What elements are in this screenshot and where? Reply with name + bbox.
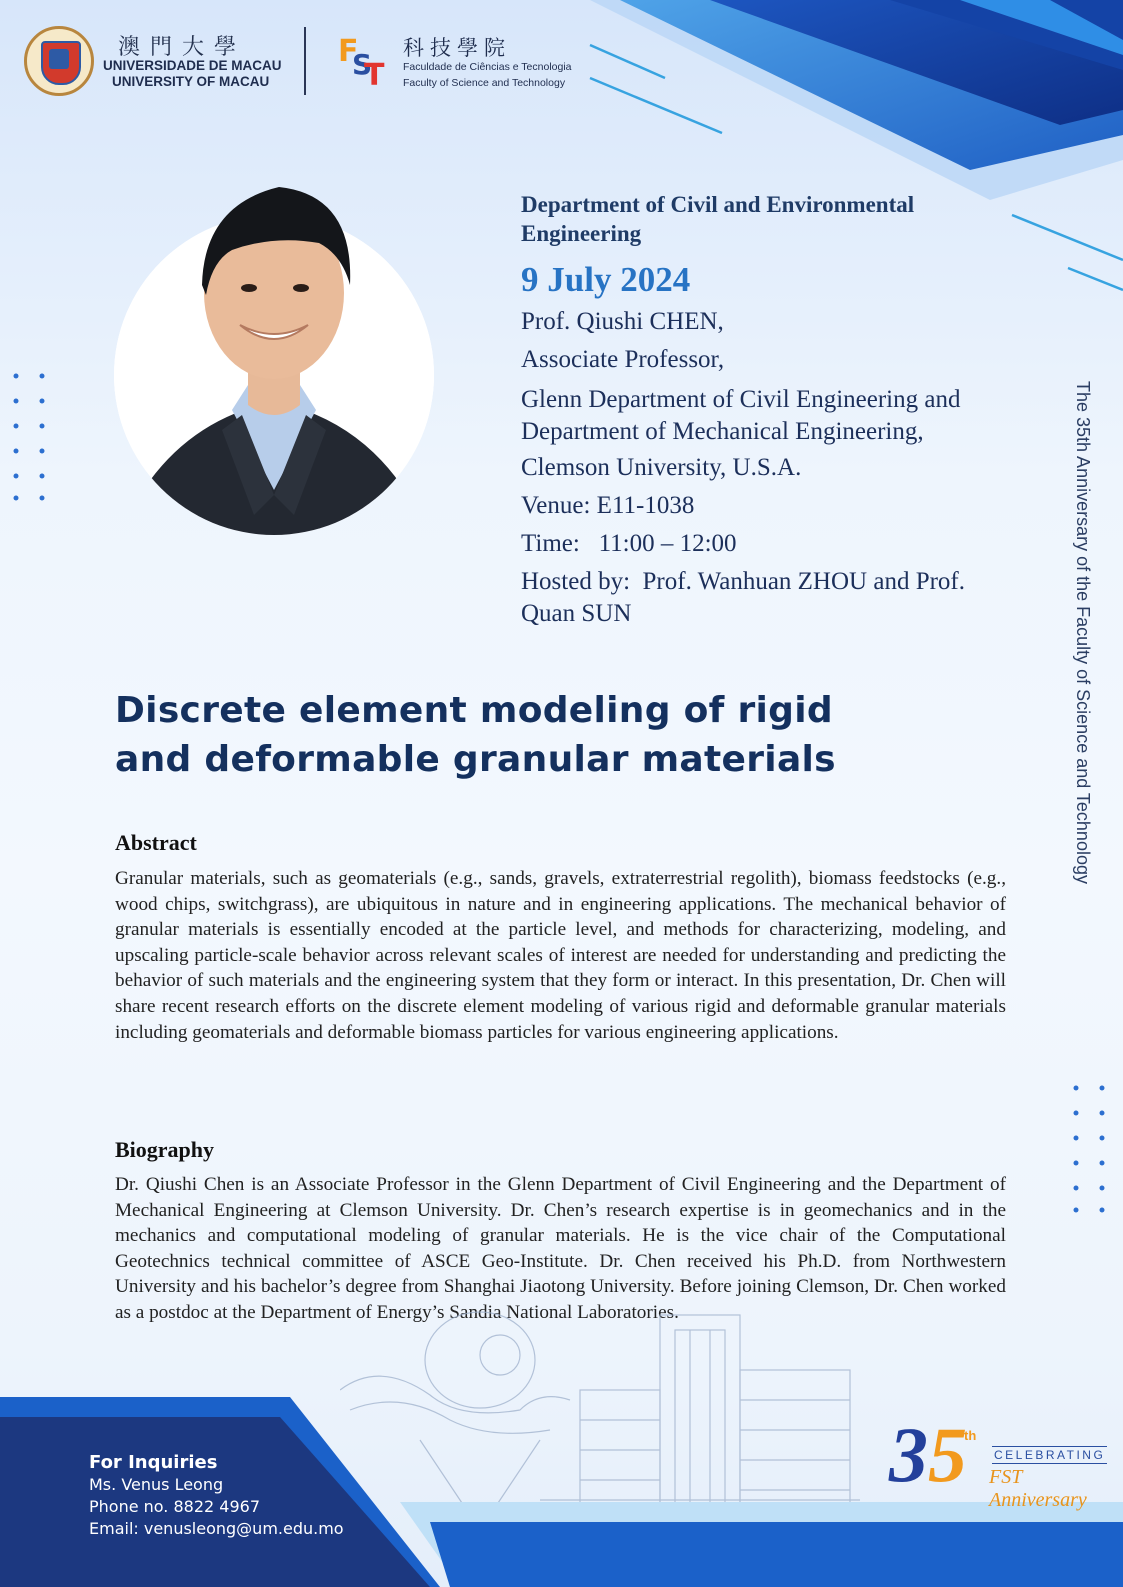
speaker-position: Associate Professor, xyxy=(521,346,725,373)
right-dot-grid xyxy=(1070,1082,1110,1217)
anniversary-celebrating: CELEBRATING xyxy=(994,1448,1106,1462)
contact-phone: Phone no. 8822 4967 xyxy=(89,1497,260,1516)
anniversary-number-5: 5 xyxy=(928,1411,967,1498)
left-dot-grid xyxy=(10,370,50,505)
speaker-photo xyxy=(114,215,434,535)
um-name-english: UNIVERSITY OF MACAU xyxy=(112,74,270,89)
anniversary-suffix: th xyxy=(964,1428,977,1443)
biography-text: Dr. Qiushi Chen is an Associate Professor in the Glenn Department of Civil Engineering and the Department of Mechanical Engineering at Clemson University. Dr. Chen’s research expertise is in geomechanics and in the mechanics and computational modeling of granular materials. He is the vice chair of the Computational Geotechnics technical committee of ASCE Geo-Institute. Dr. Chen received his Ph.D. from Northwestern University and his bachelor’s degree from Shanghai Jiaotong University. Before joining Clemson, Dr. Chen worked as a postdoc at the Department of Energy’s Sandia National Laboratories. xyxy=(115,1174,1006,1323)
time: Time: 11:00 – 12:00 xyxy=(521,530,737,557)
department-name: Department of Civil and Environmental Engineering xyxy=(521,192,915,246)
abstract-text: Granular materials, such as geomaterials (e.g., sands, gravels, extraterrestrial regolith), biomass feedstocks (e.g., wood chips, switchgrass), are ubiquitous in nature and in engineering applications. The mechanical behavior of granular materials is essentially encoded at the particle level, and methods for characterizing, modeling, and upscaling particle-scale behavior across relevant scales of interest are needed for understanding and predicting the behavior of such materials and the engineering system that they form or interact. In this presentation, Dr. Chen will share recent research efforts on the discrete element modeling of various rigid and deformable granular materials including geomaterials and deformable biomass particles for various engineering applications. xyxy=(115,868,1006,1043)
host: Hosted by: Prof. Wanhuan ZHOU and Prof. Quan SUN xyxy=(521,568,972,627)
speaker-name: Prof. Qiushi CHEN, xyxy=(521,308,724,335)
um-name-portuguese: UNIVERSIDADE DE MACAU xyxy=(103,58,282,73)
anniversary-number-3: 3 xyxy=(889,1411,928,1498)
talk-title: Discrete element modeling of rigid and deformable granular materials xyxy=(115,690,836,780)
top-right-decoration xyxy=(560,0,1123,300)
inquiries-heading: For Inquiries xyxy=(89,1452,218,1473)
contact-name: Ms. Venus Leong xyxy=(89,1475,224,1494)
speaker-affiliation: Glenn Department of Civil Engineering and Department of Mechanical Engineering, xyxy=(521,386,961,445)
contact-email[interactable]: Email: venusleong@um.edu.mo xyxy=(89,1519,344,1538)
fst-name-english: Faculty of Science and Technology xyxy=(403,77,566,89)
um-name-chinese: 澳門大學 xyxy=(118,35,247,60)
venue: Venue: E11-1038 xyxy=(521,492,695,519)
university-of-macau-logo xyxy=(24,26,94,96)
speaker-university: Clemson University, U.S.A. xyxy=(521,454,802,481)
abstract-heading: Abstract xyxy=(115,830,197,855)
anniversary-label: FST Anniversary xyxy=(989,1466,1087,1511)
biography-heading: Biography xyxy=(115,1137,215,1162)
fst-name-portuguese: Faculdade de Ciências e Tecnologia xyxy=(403,61,572,73)
anniversary-side-text: The 35th Anniversary of the Faculty of Science and Technology xyxy=(1073,381,1093,884)
fst-logo: F S T xyxy=(338,34,385,93)
event-date: 9 July 2024 xyxy=(521,260,691,299)
fst-name-chinese: 科技學院 xyxy=(403,36,511,60)
header-divider xyxy=(304,27,306,95)
